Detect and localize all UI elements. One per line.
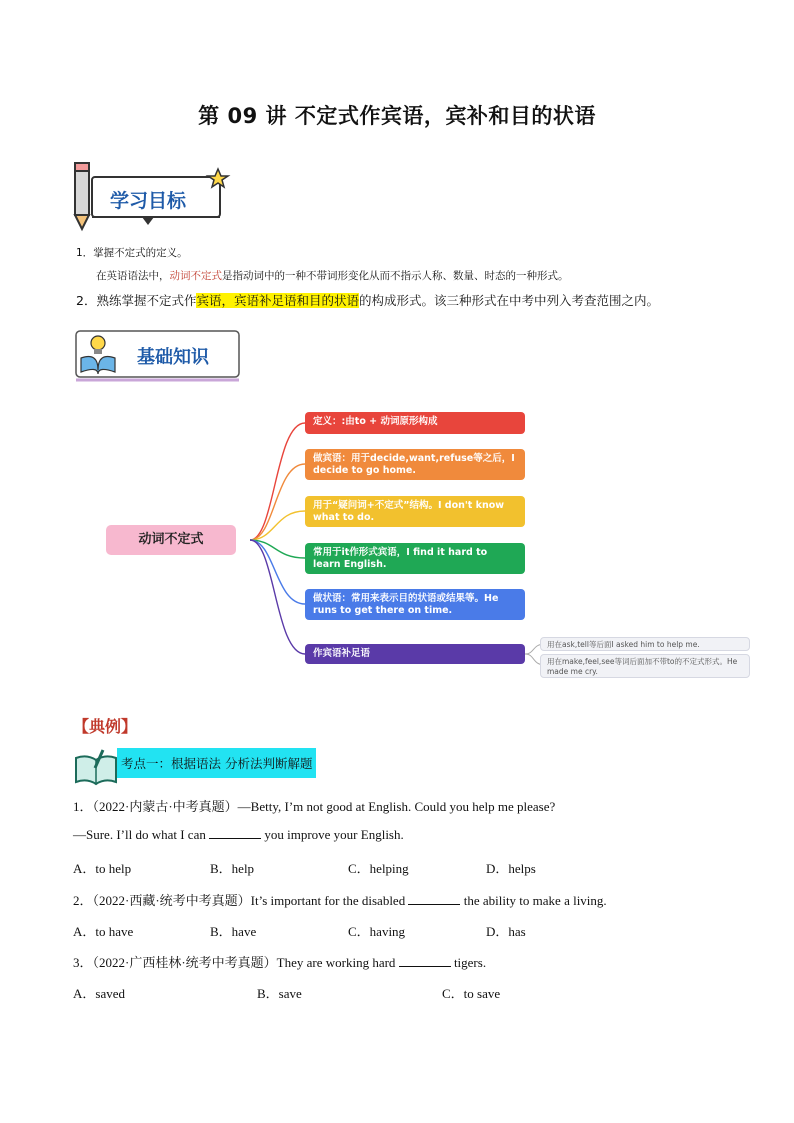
- infinitive-term: 动词不定式: [169, 270, 222, 282]
- question-3-option-c: C．to save: [442, 986, 501, 1001]
- answer-blank: [209, 828, 261, 839]
- goal-2: 2．熟练掌握不定式作宾语，宾语补足语和目的状语的构成形式。该三种形式在中考中列入考查范围之内。: [76, 293, 659, 308]
- mindmap-branch-object: 做宾语：用于decide,want,refuse等之后，I decide to go home.: [305, 449, 525, 480]
- answer-blank: [408, 894, 460, 905]
- kaodian-label: 考点一：根据语法 分析法判断解题: [117, 748, 316, 778]
- mindmap-root: 动词不定式: [106, 525, 236, 555]
- mindmap-leaf-ask-tell: 用在ask,tell等后面I asked him to help me.: [540, 637, 750, 651]
- basic-knowledge-badge: [73, 328, 243, 384]
- basic-knowledge-label: 基础知识: [137, 347, 209, 368]
- mindmap-branch-it-object: 常用于it作形式宾语，I find it hard to learn English.: [305, 543, 525, 574]
- page-title: 第 09 讲 不定式作宾语，宾补和目的状语: [198, 104, 596, 128]
- question-2-option-d: D．has: [486, 924, 526, 939]
- mindmap-branch-adverbial: 做状语：常用来表示目的状语或结果等。He runs to get there on time.: [305, 589, 525, 620]
- question-3-stem: 3．（2022·广西桂林·统考中考真题）They are working hard tigers.: [73, 955, 487, 970]
- question-2-option-b: B．have: [210, 924, 257, 939]
- open-book-pen-icon: [73, 746, 119, 786]
- goal-1: [76, 245, 188, 260]
- question-1-option-a: A．to help: [73, 861, 132, 876]
- question-1-option-b: B．help: [210, 861, 255, 876]
- question-1-option-c: C．helping: [348, 861, 409, 876]
- mindmap-branch-definition: 定义：:由to + 动词原形构成: [305, 412, 525, 434]
- learning-goals-badge: [70, 155, 235, 233]
- highlighted-forms: 宾语，宾语补足语和目的状语: [196, 293, 359, 308]
- question-1-stem: 1．（2022·内蒙古·中考真题）—Betty, I’m not good at English. Could you help me please?: [73, 799, 556, 814]
- question-1-option-d: D．helps: [486, 861, 536, 876]
- question-2-stem: 2．（2022·西藏·统考中考真题）It’s important for the disabled the ability to make a living.: [73, 893, 607, 908]
- goal-1-text: 掌握不定式的定义。: [93, 247, 188, 259]
- answer-blank: [399, 956, 451, 967]
- question-3-option-b: B．save: [257, 986, 302, 1001]
- question-2-option-c: C．having: [348, 924, 406, 939]
- question-2-option-a: A．to have: [73, 924, 134, 939]
- mindmap: [100, 400, 760, 680]
- learning-goals-label: 学习目标: [110, 190, 187, 212]
- goal-1-num: 1．: [76, 247, 94, 259]
- goal-1-definition: 在英语语法中，动词不定式是指动词中的一种不带词形变化从而不指示人称、数量、时态的一种形式。: [96, 270, 569, 282]
- mindmap-leaf-make-see: 用在make,feel,see等词后面加不带to的不定式形式。He made me cry.: [540, 654, 750, 678]
- question-1-line2: —Sure. I’ll do what I can you improve your English.: [73, 827, 404, 842]
- mindmap-branch-question-word: 用于“疑问词+不定式”结构。I don't know what to do.: [305, 496, 525, 527]
- question-3-option-a: A．saved: [73, 986, 125, 1001]
- mindmap-branch-complement: 作宾语补足语: [305, 644, 525, 664]
- examples-header: 【典例】: [73, 717, 138, 736]
